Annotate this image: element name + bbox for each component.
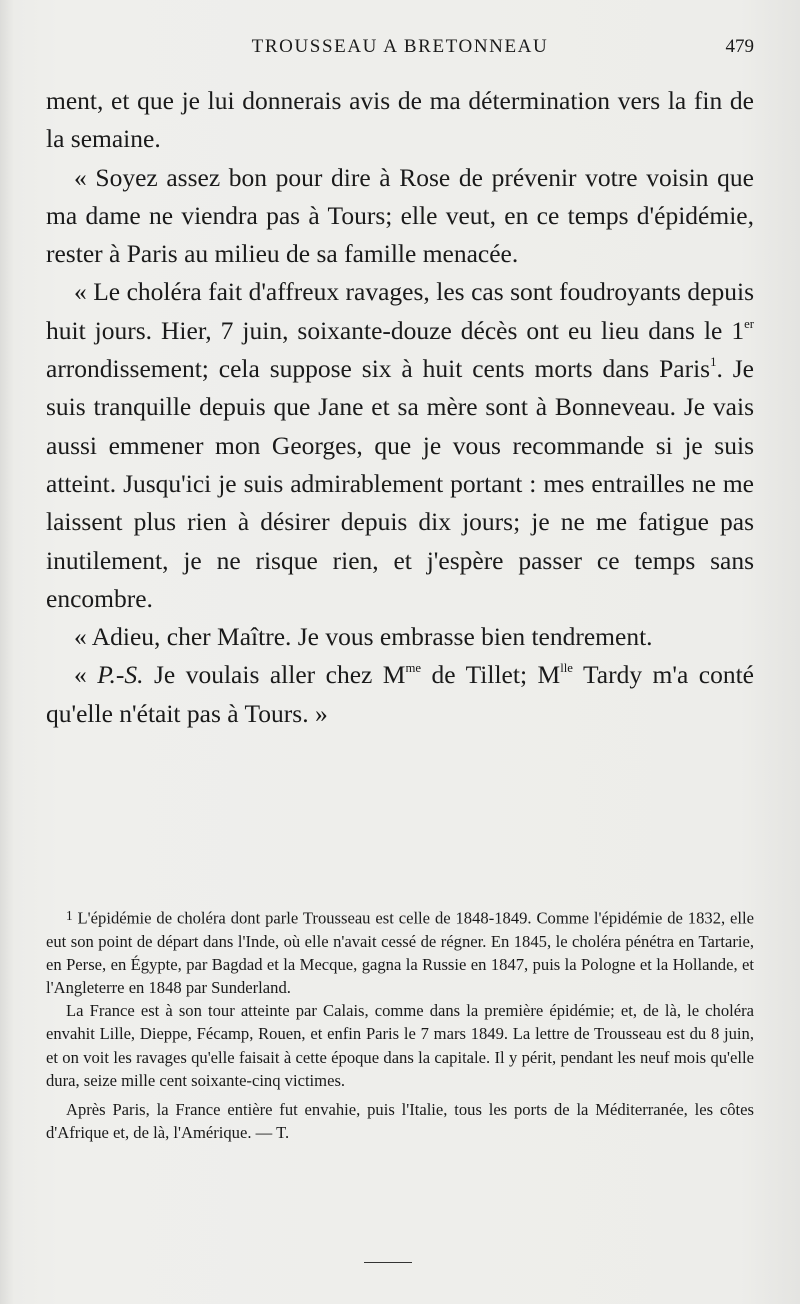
paragraph-adieu: « Adieu, cher Maître. Je vous embrasse bien tendrement. xyxy=(74,622,653,652)
footnotes xyxy=(46,904,754,1144)
paragraph-cholera-part-3: . Je suis tranquille depuis que Jane et sa mère sont à Bonneveau. Je vais aussi emmener mon Georges, que je vous recommande si je suis atteint. Jusqu'ici je suis admirablement portant : mes entrailles ne me laissent plus rien à désirer depuis dix jours; je ne me fatigue pas inutilement, je ne risque rien, et j'espère passer ce temps sans encombre. xyxy=(46,354,754,613)
footnote-1-mark: 1 xyxy=(66,908,73,923)
paragraph-cholera-part-2: arrondissement; cela suppose six à huit cents morts dans Paris xyxy=(46,354,711,384)
paragraph-rose: « Soyez assez bon pour dire à Rose de prévenir votre voisin que ma dame ne viendra pas à Tours; elle veut, en ce temps d'épidémie, rester à Paris au milieu de sa famille menacée. xyxy=(46,162,754,269)
footnote-1 xyxy=(46,904,754,999)
running-title: TROUSSEAU A BRETONNEAU xyxy=(251,36,549,57)
running-header xyxy=(46,34,754,64)
paragraph-cholera-part-1: « Le choléra fait d'affreux ravages, les cas sont foudroyants depuis huit jours. Hier, 7 juin, soixante-douze décès ont eu lieu dans le 1 xyxy=(46,277,754,345)
footnote-1-continuation: La France est à son tour atteinte par Calais, comme dans la première épidémie; et, de là, le choléra envahit Lille, Dieppe, Fécamp, Rouen, et enfin Paris le 7 mars 1849. La lettre de Trousseau est du 8 juin, et on voit les ravages qu'elle faisait à cette époque dans la capitale. Il y périt, pendant les neuf mois qu'elle dura, seize mille cent soixante-cinq victimes. xyxy=(46,1001,754,1090)
postscript-quote: « xyxy=(74,660,98,690)
paragraph-continuation: ment, et que je lui donnerais avis de ma détermination vers la fin de la semaine. xyxy=(46,86,754,154)
postscript-part-1: Je voulais aller chez M xyxy=(143,660,406,690)
postscript-part-3: Tardy m'a conté qu'elle n'était pas à Tours. » xyxy=(46,660,755,728)
letter-body xyxy=(46,82,754,733)
footnote-1-text: L'épidémie de choléra dont parle Trousseau est celle de 1848-1849. Comme l'épidémie de 1832, elle eut son point de départ dans l'Inde, où elle n'avait cessé de régner. En 1845, le choléra pénétra en Tartarie, en Perse, en Égypte, par Bagdad et la Mecque, gagna la Russie en 1847, puis la Pologne et la Hollande, et l'Angleterre en 1848 par Sunderland. xyxy=(46,908,754,997)
paragraph-postscript xyxy=(46,656,754,733)
postscript-part-2: de Tillet; M xyxy=(421,660,561,690)
end-rule xyxy=(364,1262,412,1263)
superscript-er: er xyxy=(744,316,754,331)
postscript-label: P.-S. xyxy=(97,660,144,690)
superscript-me: me xyxy=(405,661,422,676)
footnote-reference: 1 xyxy=(710,355,717,370)
paragraph-cholera xyxy=(46,273,754,618)
footnote-1-conclusion: Après Paris, la France entière fut envahie, puis l'Italie, tous les ports de la Méditerranée, les côtes d'Afrique et, de là, l'Amérique. — T. xyxy=(46,1099,754,1143)
superscript-lle: lle xyxy=(560,661,573,676)
page-number: 479 xyxy=(725,36,754,57)
